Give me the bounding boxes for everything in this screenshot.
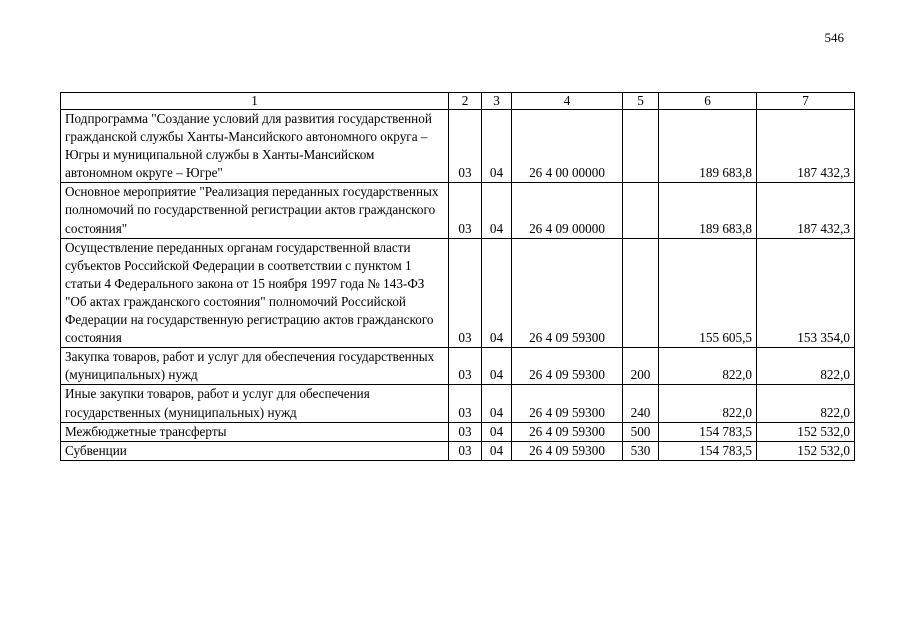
row-section-code: 03	[449, 348, 482, 385]
row-sum-year-1: 154 783,5	[659, 441, 757, 460]
table-row	[61, 441, 855, 460]
row-sum-year-2: 822,0	[757, 385, 855, 422]
header-col-3: 3	[482, 93, 512, 110]
row-expense-type	[623, 110, 659, 183]
page-number: 546	[824, 30, 844, 45]
row-expense-type	[623, 238, 659, 348]
header-col-6: 6	[659, 93, 757, 110]
row-sum-year-2: 152 532,0	[757, 441, 855, 460]
row-sum-year-2: 153 354,0	[757, 238, 855, 348]
row-expense-type: 200	[623, 348, 659, 385]
row-sum-year-1: 154 783,5	[659, 422, 757, 441]
row-sum-year-2: 187 432,3	[757, 110, 855, 183]
row-expense-type: 240	[623, 385, 659, 422]
row-name: Закупка товаров, работ и услуг для обеспечения государственных (муниципальных) нужд	[61, 348, 449, 385]
row-sum-year-1: 822,0	[659, 385, 757, 422]
row-sum-year-2: 822,0	[757, 348, 855, 385]
row-sum-year-1: 189 683,8	[659, 110, 757, 183]
row-section-code: 03	[449, 422, 482, 441]
row-sum-year-1: 822,0	[659, 348, 757, 385]
table-row	[61, 238, 855, 348]
row-name: Иные закупки товаров, работ и услуг для обеспечения государственных (муниципальных) нужд	[61, 385, 449, 422]
header-col-7: 7	[757, 93, 855, 110]
table-row	[61, 422, 855, 441]
budget-table	[60, 92, 855, 461]
header-col-5: 5	[623, 93, 659, 110]
row-subsection-code: 04	[482, 422, 512, 441]
row-sum-year-1: 155 605,5	[659, 238, 757, 348]
row-name: Подпрограмма "Создание условий для развития государственной гражданской службы Ханты-Мансийского автономного округа – Югры и муниципальной службы в Ханты-Мансийском автономном округе – Югре"	[61, 110, 449, 183]
row-subsection-code: 04	[482, 238, 512, 348]
row-target-code: 26 4 09 59300	[512, 441, 623, 460]
row-target-code: 26 4 09 59300	[512, 348, 623, 385]
header-col-4: 4	[512, 93, 623, 110]
row-subsection-code: 04	[482, 385, 512, 422]
row-name: Осуществление переданных органам государственной власти субъектов Российской Федерации в соответствии с пунктом 1 статьи 4 Федерального закона от 15 ноября 1997 года № 143-ФЗ "Об актах гражданского состояния" полномочий Российской Федерации на государственную регистрацию актов гражданского состояния	[61, 238, 449, 348]
row-subsection-code: 04	[482, 441, 512, 460]
row-section-code: 03	[449, 238, 482, 348]
row-name: Основное мероприятие "Реализация переданных государственных полномочий по государственной регистрации актов гражданского состояния"	[61, 183, 449, 238]
row-name: Субвенции	[61, 441, 449, 460]
row-target-code: 26 4 00 00000	[512, 110, 623, 183]
row-sum-year-2: 187 432,3	[757, 183, 855, 238]
row-expense-type: 530	[623, 441, 659, 460]
table-row	[61, 385, 855, 422]
header-col-1: 1	[61, 93, 449, 110]
header-col-2: 2	[449, 93, 482, 110]
table-row	[61, 183, 855, 238]
row-target-code: 26 4 09 59300	[512, 385, 623, 422]
table-row	[61, 110, 855, 183]
row-expense-type	[623, 183, 659, 238]
row-section-code: 03	[449, 110, 482, 183]
row-section-code: 03	[449, 183, 482, 238]
row-target-code: 26 4 09 00000	[512, 183, 623, 238]
row-sum-year-2: 152 532,0	[757, 422, 855, 441]
row-section-code: 03	[449, 441, 482, 460]
row-target-code: 26 4 09 59300	[512, 238, 623, 348]
row-sum-year-1: 189 683,8	[659, 183, 757, 238]
table-row	[61, 348, 855, 385]
row-target-code: 26 4 09 59300	[512, 422, 623, 441]
row-name: Межбюджетные трансферты	[61, 422, 449, 441]
row-expense-type: 500	[623, 422, 659, 441]
row-section-code: 03	[449, 385, 482, 422]
header-row	[61, 93, 855, 110]
row-subsection-code: 04	[482, 183, 512, 238]
row-subsection-code: 04	[482, 110, 512, 183]
row-subsection-code: 04	[482, 348, 512, 385]
